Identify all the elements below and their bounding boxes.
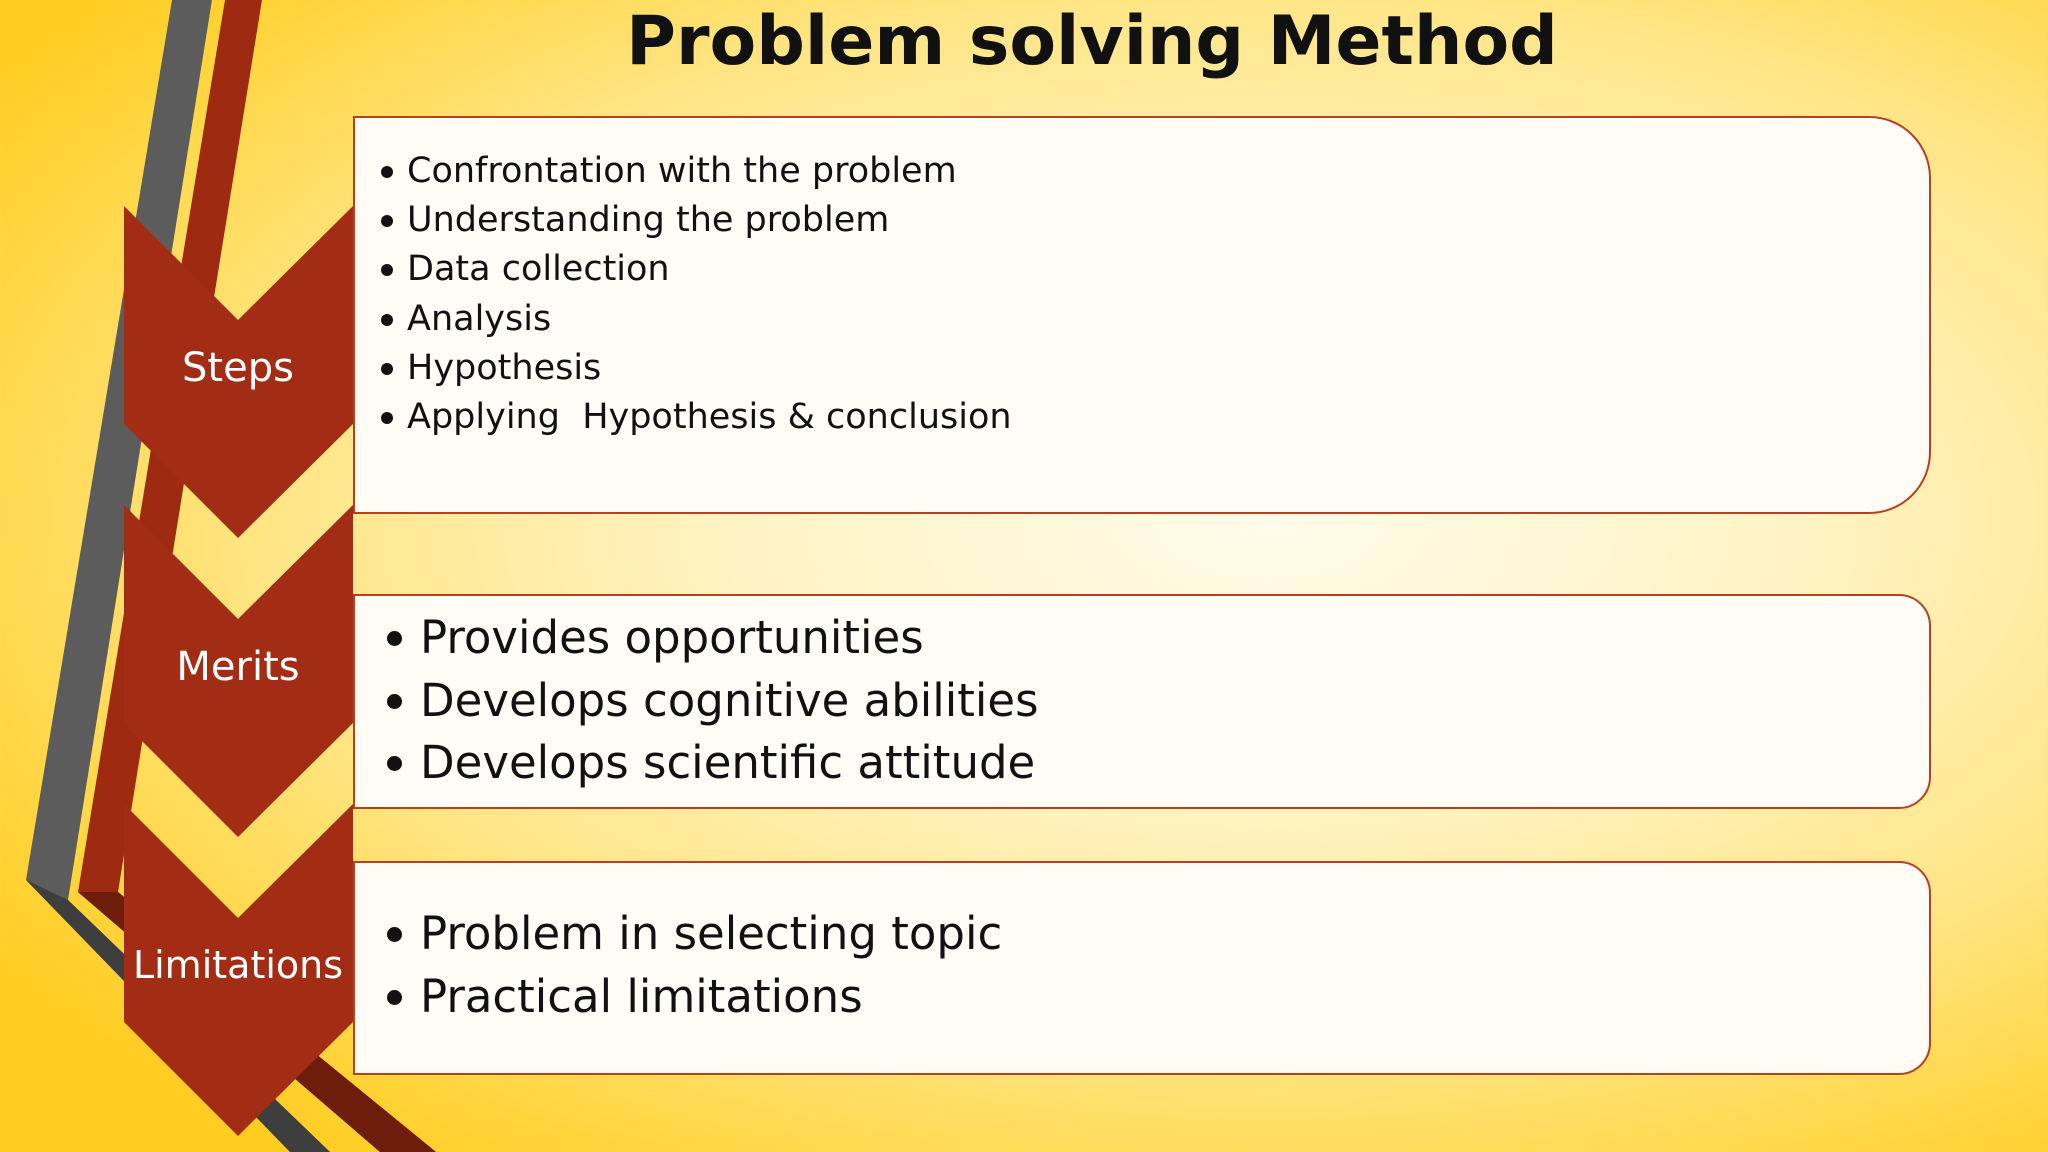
list-item: Hypothesis bbox=[407, 344, 1929, 393]
list-item: Confrontation with the problem bbox=[407, 147, 1929, 196]
steps-box bbox=[353, 116, 1931, 514]
list-item: Understanding the problem bbox=[407, 196, 1929, 245]
list-item: Develops scientific attitude bbox=[420, 732, 1929, 795]
steps-list bbox=[355, 118, 1929, 442]
merits-list bbox=[355, 596, 1929, 795]
list-item: Practical limitations bbox=[420, 966, 1929, 1029]
list-item: Analysis bbox=[407, 295, 1929, 344]
limitations-list bbox=[355, 863, 1929, 1028]
page-title: Problem solving Method bbox=[626, 2, 1558, 81]
list-item: Develops cognitive abilities bbox=[420, 670, 1929, 733]
chevron-label-merits: Merits bbox=[176, 644, 300, 690]
chevron-label-limitations: Limitations bbox=[132, 943, 344, 987]
list-item: Problem in selecting topic bbox=[420, 903, 1929, 966]
list-item: Data collection bbox=[407, 245, 1929, 294]
merits-box bbox=[353, 594, 1931, 809]
limitations-box bbox=[353, 861, 1931, 1075]
chevron-label-steps: Steps bbox=[182, 345, 294, 391]
list-item: Provides opportunities bbox=[420, 607, 1929, 670]
list-item: Applying Hypothesis & conclusion bbox=[407, 393, 1929, 442]
